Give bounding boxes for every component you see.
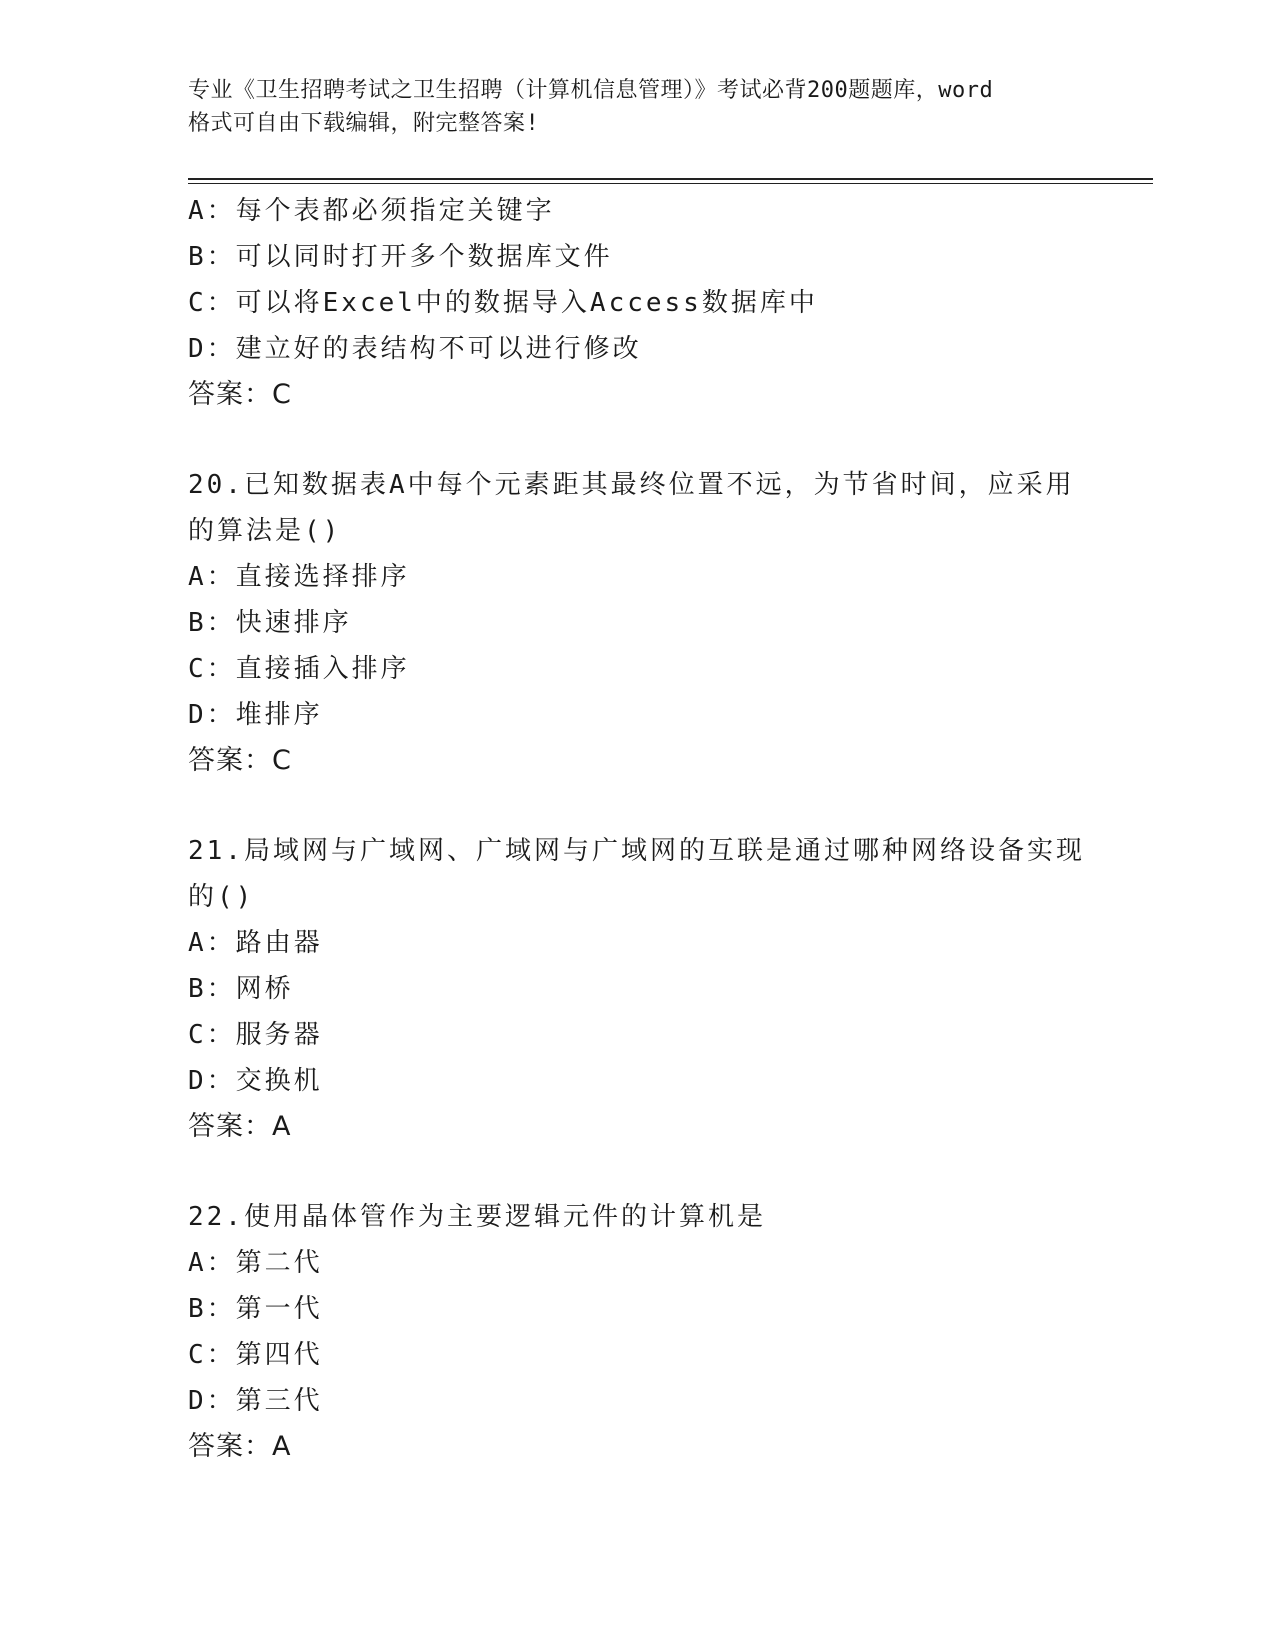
option-b: B：可以同时打开多个数据库文件: [188, 242, 613, 272]
option-d: D：交换机: [188, 1066, 323, 1096]
question-stem-line-2: 的算法是(): [188, 516, 342, 546]
option-c: C：可以将Excel中的数据导入Access数据库中: [188, 288, 818, 318]
option-c: C：服务器: [188, 1020, 323, 1050]
answer-line: 答案：A: [188, 1111, 292, 1142]
answer-line: 答案：C: [188, 379, 292, 410]
option-a: A：每个表都必须指定关键字: [188, 196, 555, 226]
question-stem-line-1: 22.使用晶体管作为主要逻辑元件的计算机是: [188, 1202, 766, 1232]
question-21: [188, 828, 1088, 1150]
option-b: B：快速排序: [188, 608, 352, 638]
question-20: [188, 462, 1088, 784]
option-a: A：直接选择排序: [188, 562, 410, 592]
option-b: B：第一代: [188, 1294, 323, 1324]
question-stem-line-1: 21.局域网与广域网、广域网与广域网的互联是通过哪种网络设备实现: [188, 836, 1085, 866]
option-d: D：堆排序: [188, 700, 323, 730]
header-line-1: 专业《卫生招聘考试之卫生招聘（计算机信息管理）》考试必背200题题库，word: [188, 78, 994, 103]
document-header: [188, 74, 1098, 140]
question-stem-line-1: 20.已知数据表A中每个元素距其最终位置不远，为节省时间，应采用: [188, 470, 1075, 500]
option-a: A：第二代: [188, 1248, 323, 1278]
question-19-continued: [188, 188, 1088, 418]
header-line-2: 格式可自由下载编辑，附完整答案!: [188, 111, 540, 136]
question-stem-line-2: 的(): [188, 882, 255, 912]
option-d: D：建立好的表结构不可以进行修改: [188, 334, 642, 364]
option-d: D：第三代: [188, 1386, 323, 1416]
header-divider-thick: [188, 178, 1153, 180]
question-list: [188, 188, 1088, 1470]
option-b: B：网桥: [188, 974, 294, 1004]
option-a: A：路由器: [188, 928, 323, 958]
header-divider-thin: [188, 183, 1153, 184]
option-c: C：直接插入排序: [188, 654, 410, 684]
option-c: C：第四代: [188, 1340, 323, 1370]
question-22: [188, 1194, 1088, 1470]
answer-line: 答案：C: [188, 745, 292, 776]
answer-line: 答案：A: [188, 1431, 292, 1462]
